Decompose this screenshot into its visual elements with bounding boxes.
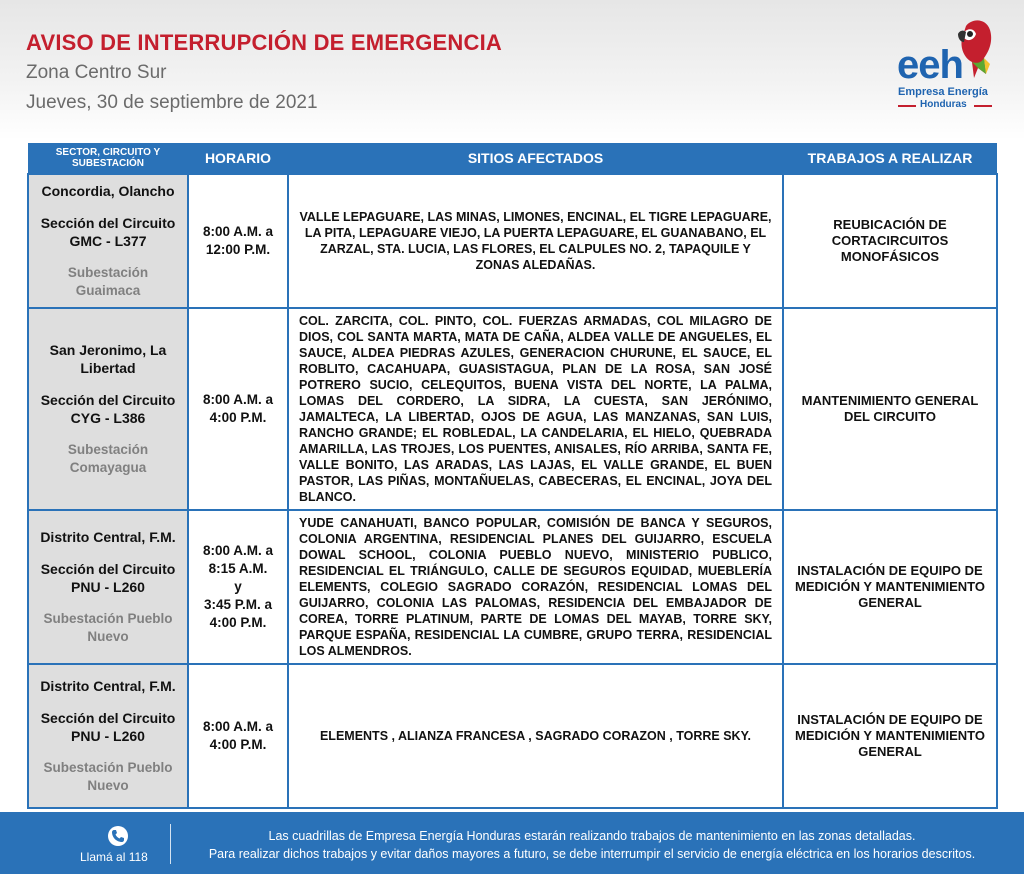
sector-cell <box>28 308 188 510</box>
header-sector: SECTOR, CIRCUITO Y SUBESTACIÓN <box>28 143 188 174</box>
sector-cell <box>28 664 188 808</box>
header-sites: SITIOS AFECTADOS <box>288 143 783 174</box>
footer-bar <box>0 812 1024 874</box>
circuit-label: Sección del Circuito <box>40 392 176 408</box>
circuit-label: Sección del Circuito <box>40 561 176 577</box>
schedule-line: 12:00 P.M. <box>205 242 271 257</box>
schedule-line: 4:00 P.M. <box>209 410 267 425</box>
schedule-cell <box>188 174 288 308</box>
circuit-code: CYG - L386 <box>70 410 146 426</box>
sector-name: Distrito Central, F.M. <box>40 678 176 694</box>
footer-text-line1: Las cuadrillas de Empresa Energía Honduras estarán realizando trabajos de mantenimiento en las zonas detalladas. <box>268 829 916 843</box>
sites-cell: COL. ZARCITA, COL. PINTO, COL. FUERZAS ARMADAS, COL MILAGRO DE DIOS, COL SANTA MARTA, MATA DE CAÑA, ALDEA VALLE DE ANGUELES, EL SAUCE, ALDEA PIEDRAS AZULES, GENERACION CHURUNE, EL SAUCE, EL ROBLITO, CACAHUAPA, GUASISTAGUA, PLAN DE LA ROSA, SAN JOSÉ POTRERO SUCIO, CELEQUITOS, BUENA VISTA DEL NORTE, LA PALMA, LOMAS DEL CORDERO, LA SIDRA, LA CUESTA, SAN JERÓNIMO, JAMALTECA, LA LIBERTAD, OJOS DE AGUA, LAS MANZANAS, SAN LUIS, RANCHO GRANDE; EL ROBLEDAL, LA CANDELARIA, EL HIELO, QUEBRADA AMARILLA, LAS TROJES, LOS PUENTES, ANISALES, RÍO ARRIBA, SANTA FE, VALLE BONITO, LAS ARADAS, LAS LAJAS, EL VALLE GRANDE, EL BUEN PASTOR, LAS PIÑAS, MONTAÑUELAS, CABECERAS, EL ENCINAL, JOYA DEL BLANCO. <box>288 308 783 510</box>
work-cell: MANTENIMIENTO GENERAL DEL CIRCUITO <box>783 308 997 510</box>
page-title: AVISO DE INTERRUPCIÓN DE EMERGENCIA <box>26 30 502 55</box>
schedule-line: 4:00 P.M. <box>209 737 267 752</box>
table-row <box>28 664 997 808</box>
footer-divider <box>170 824 171 864</box>
table-header-row <box>28 143 997 174</box>
schedule-line: y <box>234 579 242 594</box>
phone-label: Llamá al 118 <box>80 850 148 864</box>
header-work: TRABAJOS A REALIZAR <box>783 143 997 174</box>
schedule-line: 4:00 P.M. <box>209 615 267 630</box>
phone-icon[interactable] <box>108 826 128 846</box>
circuit-label: Sección del Circuito <box>40 215 176 231</box>
logo-company-name: Empresa Energía <box>898 86 988 98</box>
schedule-line: 8:15 A.M. <box>208 561 268 576</box>
sector-cell <box>28 174 188 308</box>
circuit-code: PNU - L260 <box>71 728 145 744</box>
zone-subtitle: Zona Centro Sur <box>26 62 167 83</box>
schedule-line: 8:00 A.M. a <box>202 543 274 558</box>
work-cell: INSTALACIÓN DE EQUIPO DE MEDICIÓN Y MANTENIMIENTO GENERAL <box>783 510 997 664</box>
sector-name: San Jeronimo, La Libertad <box>49 342 167 376</box>
schedule-cell <box>188 664 288 808</box>
company-logo <box>892 18 1002 118</box>
sector-name: Concordia, Olancho <box>41 183 175 199</box>
sites-cell: YUDE CANAHUATI, BANCO POPULAR, COMISIÓN DE BANCA Y SEGUROS, COLONIA ARGENTINA, RESIDENCIAL PLANES DEL GUIJARRO, ESCUELA DOWAL SCHOOL, COLONIA PUEBLO NUEVO, MINISTERIO PUBLICO, RESIDENCIAL EL TRIÁNGULO, CALLE DE SEGUROS EQUIDAD, MUEBLERÍA ELEMENTS, COLEGIO SAGRADO CORAZÓN, RESIDENCIAL LOMAS DEL GUIJARRO, COLONIA LAS PALOMAS, RESIDENCIA DEL EMBAJADOR DE COREA, TORRE PLATINUM, PARTE DE LOMAS DEL MAYAB, TORRE SKY, PARQUE ESPAÑA, RESIDENCIAL LA CUMBRE, GRUPO TERRA, RESIDENCIAL LOS ALMENDROS. <box>288 510 783 664</box>
sector-name: Distrito Central, F.M. <box>40 529 176 545</box>
table-row <box>28 174 997 308</box>
logo-rule-right <box>974 105 992 107</box>
schedule-line: 3:45 P.M. a <box>203 597 273 612</box>
notice-date: Jueves, 30 de septiembre de 2021 <box>26 92 318 113</box>
logo-company-country: Honduras <box>920 99 967 110</box>
schedule-cell <box>188 308 288 510</box>
sector-cell <box>28 510 188 664</box>
phone-handset-icon <box>108 826 128 846</box>
circuit-label: Sección del Circuito <box>40 710 176 726</box>
interruption-table <box>27 143 998 809</box>
substation-name: Subestación Pueblo Nuevo <box>43 611 173 644</box>
footer-text-line2: Para realizar dichos trabajos y evitar daños mayores a futuro, se debe interrumpir el servicio de energía eléctrica en los horarios descritos. <box>208 847 976 861</box>
work-cell: INSTALACIÓN DE EQUIPO DE MEDICIÓN Y MANTENIMIENTO GENERAL <box>783 664 997 808</box>
work-cell: REUBICACIÓN DE CORTACIRCUITOS MONOFÁSICOS <box>783 174 997 308</box>
circuit-code: GMC - L377 <box>69 233 147 249</box>
table-row <box>28 308 997 510</box>
logo-wordmark: eeh <box>897 43 963 87</box>
sites-cell: VALLE LEPAGUARE, LAS MINAS, LIMONES, ENCINAL, EL TIGRE LEPAGUARE, LA PITA, LEPAGUARE VIEJO, LA PUERTA LEPAGUARE, EL GUANABANO, EL ZARZAL, STA. LUCIA, LAS FLORES, EL CALPULES NO. 2, TAPAQUILE Y ZONAS ALEDAÑAS. <box>288 174 783 308</box>
substation-name: Subestación Comayagua <box>67 442 149 475</box>
table-row <box>28 510 997 664</box>
substation-name: Subestación Guaimaca <box>67 265 149 298</box>
schedule-line: 8:00 A.M. a <box>202 224 274 239</box>
substation-name: Subestación Pueblo Nuevo <box>43 760 173 793</box>
circuit-code: PNU - L260 <box>71 579 145 595</box>
schedule-line: 8:00 A.M. a <box>202 392 274 407</box>
sites-cell: ELEMENTS , ALIANZA FRANCESA , SAGRADO CORAZON , TORRE SKY. <box>288 664 783 808</box>
header-schedule: HORARIO <box>188 143 288 174</box>
logo-rule-left <box>898 105 916 107</box>
schedule-cell <box>188 510 288 664</box>
schedule-line: 8:00 A.M. a <box>202 719 274 734</box>
